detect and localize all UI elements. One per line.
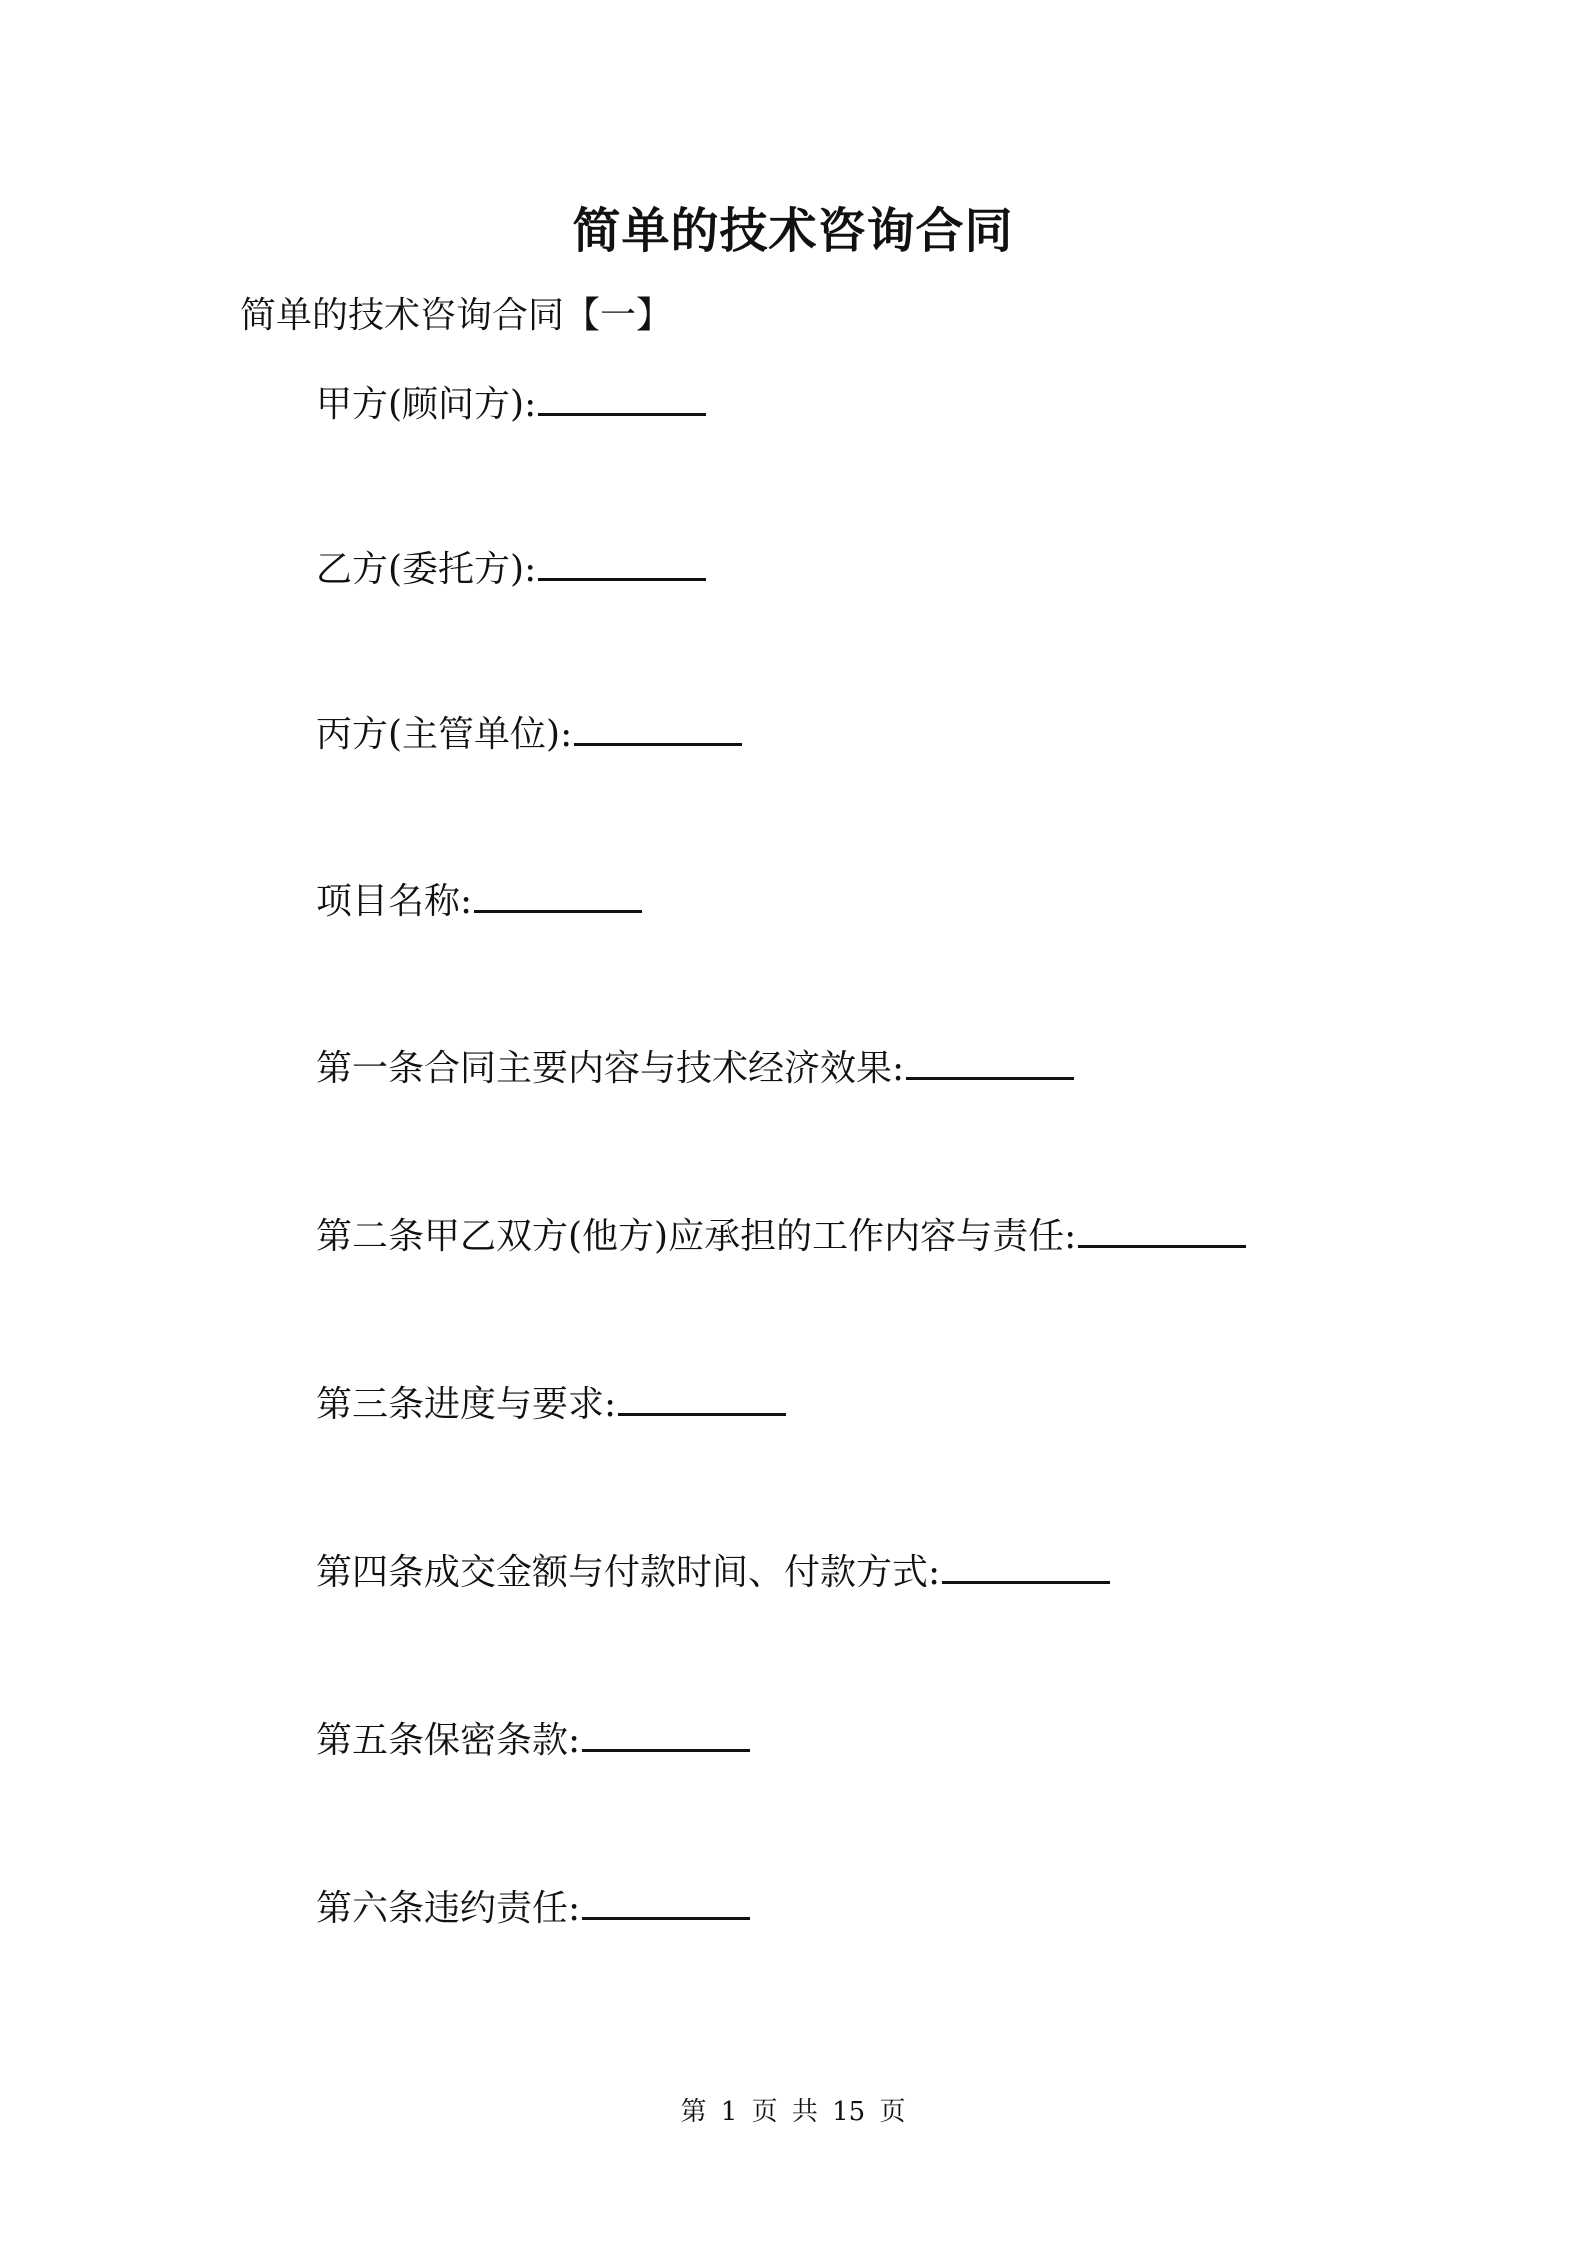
field-article-3 <box>316 1375 786 1435</box>
field-label: 乙方(委托方): <box>316 549 537 590</box>
fill-in-blank <box>574 739 742 746</box>
field-article-1 <box>316 1039 1074 1099</box>
field-label: 第二条甲乙双方(他方)应承担的工作内容与责任: <box>316 1216 1077 1257</box>
fill-in-blank <box>942 1577 1110 1584</box>
fill-in-blank <box>906 1073 1074 1080</box>
field-label: 第四条成交金额与付款时间、付款方式: <box>316 1552 941 1593</box>
fill-in-blank <box>538 409 706 416</box>
section-heading: 简单的技术咨询合同【一】 <box>240 295 673 336</box>
field-project-name <box>316 872 642 932</box>
fill-in-blank <box>582 1745 750 1752</box>
fill-in-blank <box>582 1913 750 1920</box>
field-party-b <box>316 540 706 600</box>
field-party-c <box>316 705 742 765</box>
field-article-5 <box>316 1711 750 1771</box>
fill-in-blank <box>538 574 706 581</box>
field-article-4 <box>316 1543 1110 1603</box>
field-party-a <box>316 375 706 435</box>
field-article-2 <box>316 1207 1246 1267</box>
fill-in-blank <box>474 906 642 913</box>
field-label: 丙方(主管单位): <box>316 714 573 755</box>
field-label: 第五条保密条款: <box>316 1720 581 1761</box>
field-label: 第六条违约责任: <box>316 1888 581 1929</box>
document-title: 简单的技术咨询合同 <box>572 203 1014 259</box>
fill-in-blank <box>618 1409 786 1416</box>
field-label: 第一条合同主要内容与技术经济效果: <box>316 1048 905 1089</box>
page-number-footer: 第 1 页 共 15 页 <box>680 2097 906 2127</box>
field-label: 甲方(顾问方): <box>316 384 537 425</box>
field-article-6 <box>316 1879 750 1939</box>
fill-in-blank <box>1078 1241 1246 1248</box>
field-label: 项目名称: <box>316 881 473 922</box>
field-label: 第三条进度与要求: <box>316 1384 617 1425</box>
